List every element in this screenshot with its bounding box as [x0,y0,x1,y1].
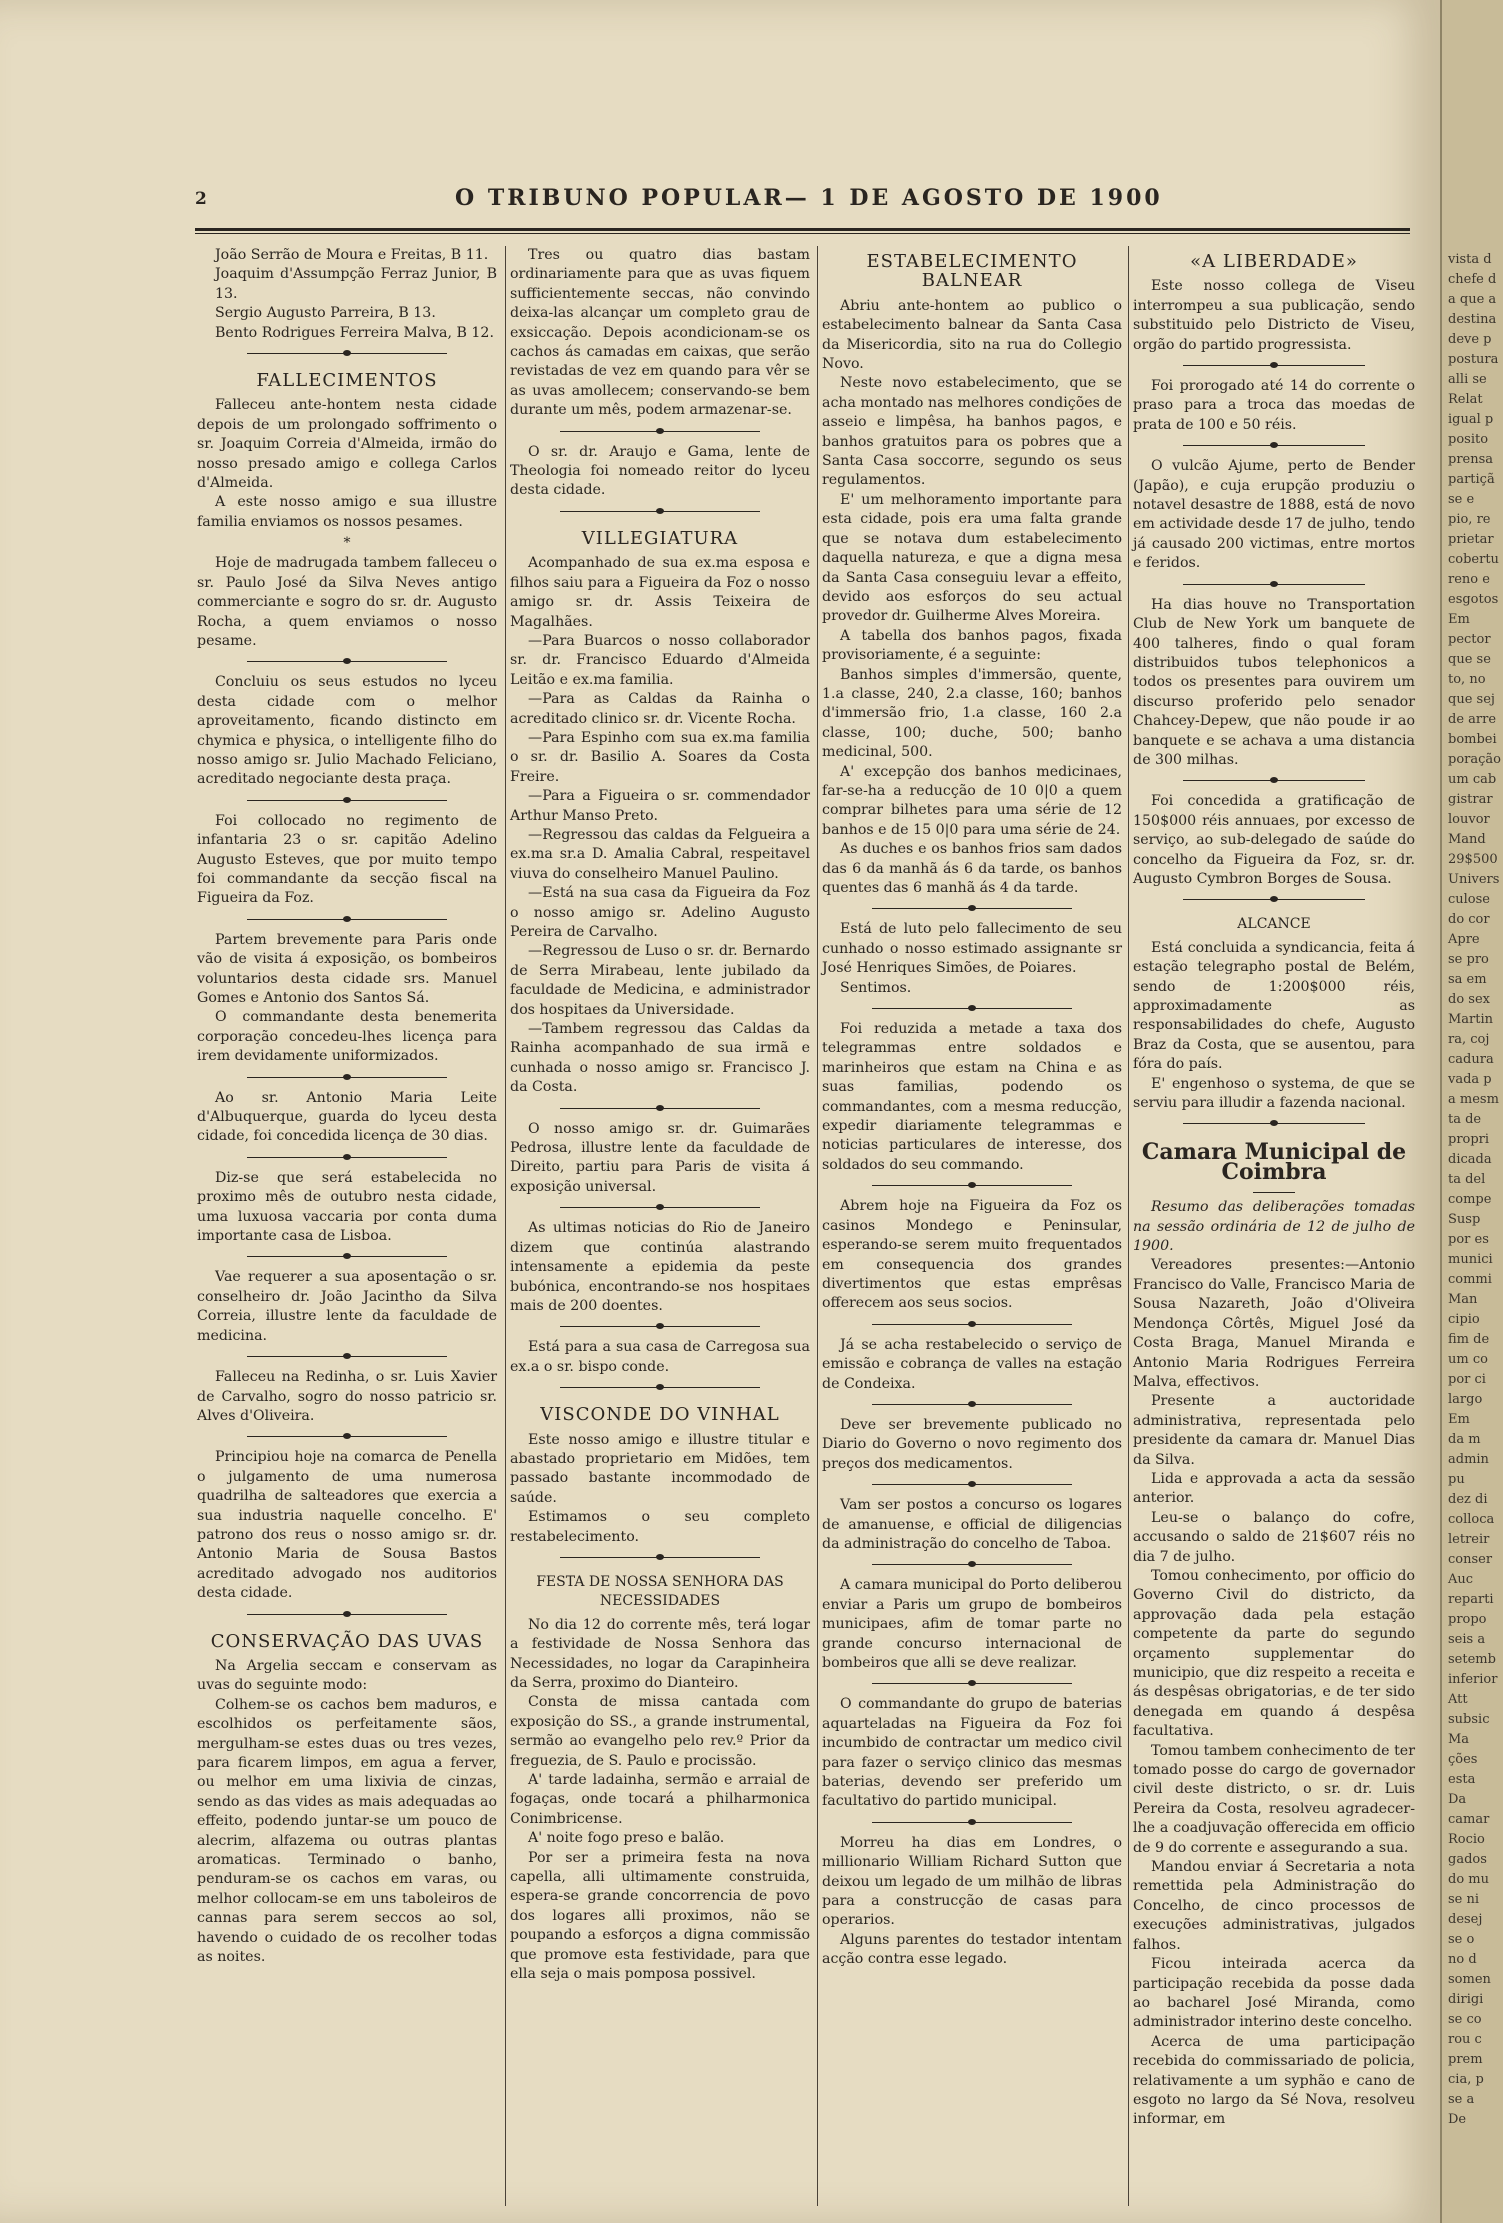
article-paragraph: E' um melhoramento importante para esta cidade, pois era uma falta grande que se notava dum estabelecimento daquella natureza, e que a digna mesa da Santa Casa conseguiu levar a effeito, devido aos esforços do seu actual provedor dr. Guilherme Alves Moreira. [822,491,1122,625]
masthead-rule-thin [195,233,1410,234]
article-paragraph: Concluiu os seus estudos no lyceu desta cidade com o melhor aproveitamento, ficando distincto em chymica e physica, o intelligente filho do nosso amigo sr. Julio Machado Feliciano, acreditado negociante desta praça. [197,674,497,788]
separator [197,790,497,812]
article-paragraph: —Tambem regressou das Caldas da Rainha acompanhado de sua irmã e cunhada o nosso amigo sr. Francisco J. da Costa. [510,1021,810,1096]
separator [510,1316,810,1338]
article-paragraph: Tomou tambem conhecimento de ter tomado posse do cargo de governador civil deste districto, o sr. dr. Luis Pereira da Costa, resolveu agradecer-lhe a coadjuvação offerecida em officio de 9 do corrente e assegurando a sua. [1133,1742,1415,1856]
article-paragraph: Foi prorogado até 14 do corrente o praso para a troca das moedas de prata de 100 e 50 réis. [1133,378,1415,433]
article-paragraph: Vam ser postos a concurso os logares de amanuense, e official de diligencias da administração do concelho de Taboa. [822,1497,1122,1552]
article-paragraph: Partem brevemente para Paris onde vão de visita á exposição, os bombeiros voluntarios desta cidade srs. Manuel Gomes e Antonio dos Santos Sá. [197,931,497,1006]
article-paragraph: Ficou inteirada acerca da participação recebida da posse dada ao bacharel José Miranda, como administrador interino deste concelho. [1133,1956,1415,2031]
article-paragraph: Foi collocado no regimento de infantaria 23 o sr. capitão Adelino Augusto Esteves, que por muito tempo foi commandante da secção fiscal na Figueira da Foz. [197,812,497,907]
separator [510,1547,810,1569]
article-paragraph: —Para Espinho com sua ex.ma familia o sr. dr. Basilio A. Soares da Costa Freire. [510,729,810,785]
section-heading-camara: Camara Municipal de Coimbra [1141,1139,1407,1185]
masthead-rule [195,228,1410,231]
article-paragraph: Este nosso collega de Viseu interrompeu a sua publicação, sendo substituido pelo Districto de Viseu, orgão do partido progressista. [1133,278,1415,353]
article-paragraph: As ultimas noticias do Rio de Janeiro dizem que continúa alastrando intensamente a epidemia da peste bubónica, encontrando-se nos hospitaes mais de 200 doentes. [510,1220,810,1314]
article-paragraph: Estimamos o seu completo restabelecimento. [510,1509,810,1545]
article-paragraph: Está concluida a syndicancia, feita á estação telegrapho postal de Belém, sendo de 1:200$000 réis, approximadamente as responsabilidades do chefe, Augusto Braz da Costa, que se ausentou, para fóra do país. [1133,939,1415,1073]
section-heading-liberdade: «A LIBERDADE» [1190,251,1358,272]
article-paragraph: Já se acha restabelecido o serviço de emissão e cobrança de valles na estação de Condeixa. [822,1336,1122,1392]
separator [197,1067,497,1089]
article-paragraph: Deve ser brevemente publicado no Diario do Governo o novo regimento dos preços dos medicamentos. [822,1416,1122,1472]
article-paragraph: Hoje de madrugada tambem falleceu o sr. Paulo José da Silva Neves antigo commerciante e sogro do sr. dr. Augusto Rocha, a quem enviamos o nosso pesame. [197,555,497,649]
column-4 [1133,246,1415,2130]
article-paragraph: Abrem hoje na Figueira da Foz os casinos Mondego e Peninsular, esperando-se serem muito frequentados em consequencia dos grandes divertimentos que estas emprêsas offerecem aos seus socios. [822,1198,1122,1312]
article-paragraph: Neste novo estabelecimento, que se acha montado nas melhores condições de asseio e limpêsa, ha banhos pagos, e banhos gratuitos para os pobres que a Santa Casa soccorre, segundo os seus regulamentos. [822,375,1122,489]
separator [822,898,1122,920]
article-paragraph: Mandou enviar á Secretaria a nota remettida pela Administração do Concelho, de cinco processos de execuções administrativas, julgados falhos. [1133,1859,1415,1953]
article-paragraph: Vereadores presentes:—Antonio Francisco do Valle, Francisco Maria de Sousa Nazareth, João d'Oliveira Mendonça Côrtês, Miguel José da Costa Braga, Manuel Miranda e Antonio Maria Rodrigues Ferreira Malva, effectivos. [1133,1257,1415,1390]
page-number: 2 [195,189,207,209]
separator [1133,770,1415,792]
article-paragraph: A camara municipal do Porto deliberou enviar a Paris um grupo de bombeiros municipaes, afim de tomar parte no grande concurso internacional de bombeiros que alli se deve realizar. [822,1577,1122,1671]
article-paragraph: Diz-se que será estabelecida no proximo mês de outubro nesta cidade, uma luxuosa vaccaria por conta duma importante casa de Lisboa. [197,1169,497,1245]
article-paragraph: Ha dias houve no Transportation Club de New York um banquete de 400 talheres, findo o qual foram distribuidos tubos telephonicos a todos os presentes para ouvirem um discurso proferido pelo senador Chahcey-Depew, que não poude ir ao banquete e se achava a uma distancia de 300 milhas. [1133,596,1415,768]
article-paragraph: Ao sr. Antonio Maria Leite d'Albuquerque, guarda do lyceu desta cidade, foi concedida licença de 30 dias. [197,1089,497,1145]
article-paragraph: Falleceu na Redinha, o sr. Luis Xavier de Carvalho, sogro do nosso patricio sr. Alves d'Oliveira. [197,1369,497,1424]
separator [822,1812,1122,1834]
separator [510,1377,810,1399]
article-paragraph: —Está na sua casa da Figueira da Foz o nosso amigo sr. Adelino Augusto Pereira de Carvalho. [510,885,810,940]
section-heading-estabelecimento: ESTABELECIMENTO BALNEAR [866,251,1078,292]
column-3 [822,246,1122,1970]
article-paragraph: Presente a auctoridade administrativa, representada pelo presidente da camara dr. Manuel Dias da Silva. [1133,1393,1415,1468]
section-heading-conservacao: CONSERVAÇÃO DAS UVAS [210,1630,484,1652]
separator [197,1147,497,1169]
article-paragraph: —Para a Figueira o sr. commendador Arthur Manso Preto. [510,788,810,824]
article-paragraph: Tomou conhecimento, por officio do Governo Civil do districto, da approvação dada pela estação competente da parte do segundo orçamento supplementar do municipio, que diz respeito a receita e ás despêsas obrigatorias, e de ter sido denegada em quando á despêsa facultativa. [1133,1567,1415,1740]
article-paragraph: As duches e os banhos frios sam dados das 6 da manhã ás 6 da tarde, os banhos quentes das 6 manhã ás 4 da tarde. [822,841,1122,896]
article-paragraph: Colhem-se os cachos bem maduros, e escolhidos os perfeitamente sãos, mergulham-se estes duas ou tres vezes, para ficarem limpos, em agua a ferver, ou melhor em uma lixivia de cinzas, sendo as das vides as mais adequadas ao effeito, podendo juntar-se um pouco de alecrim, alfazema ou outras plantas aromaticas. Terminado o banho, penduram-se os cachos em varas, ou melhor collocam-se em uns taboleiros de cannas para serem seccos ao sol, havendo o cuidado de os recolher todas as noites. [197,1696,497,1966]
article-paragraph: O commandante desta benemerita corporação concedeu-lhes licença para irem devidamente uniformizados. [197,1009,497,1065]
article-paragraph: Sentimos. [840,979,912,996]
article-paragraph: Consta de missa cantada com exposição do SS., a grande instrumental, sermão ao evangelho pelo rev.º Prior da freguezia, de S. Paulo e procissão. [510,1694,810,1769]
separator [197,1246,497,1268]
section-heading-visconde: VISCONDE DO VINHAL [540,1404,780,1426]
article-paragraph: —Regressou das caldas da Felgueira a ex.ma sr.a D. Amalia Cabral, respeitavel viuva do conselheiro Manuel Paulino. [510,826,810,882]
separator [822,1314,1122,1336]
article-paragraph: Acerca de uma participação recebida do commissariado de policia, relativamente a um syphão e cano de esgoto no largo da Sé Nova, resolveu informar, em [1133,2033,1415,2128]
article-paragraph: O vulcão Ajume, perto de Bender (Japão), e cuja erupção produziu o notavel desastre de 1888, está de novo em actividade desde 17 de julho, tendo já causado 200 victimas, entre mortos e feridos. [1133,458,1416,572]
article-paragraph: Alguns parentes do testador intentam acção contra esse legado. [822,1931,1122,1968]
article-paragraph: Banhos simples d'immersão, quente, 1.a classe, 240, 2.a classe, 160; banhos d'immersão frio, 1.a classe, 160 2.a classe, 100; duche, 500; banho medicinal, 500. [822,666,1122,761]
article-paragraph: A' excepção dos banhos medicinaes, far-se-ha a reducção de 10 0|0 a quem comprar bilhetes para uma série de 12 banhos e de 15 0|0 para uma série de 24. [822,763,1122,838]
section-heading-fallecimentos: FALLECIMENTOS [256,370,438,392]
article-paragraph: Acompanhado de sua ex.ma esposa e filhos saiu para a Figueira da Foz o nosso amigo sr. dr. Assis Teixeira de Magalhães. [510,555,810,630]
article-paragraph: Tres ou quatro dias bastam ordinariamente para que as uvas fiquem sufficientemente seccas, não convindo deixa-las alcançar um completo grau de exsiccação. Depois acondicionam-se os cachos ás camadas em caixas, que serão revistadas de vez em quando para vêr se as uvas amollecem; conservando-se bem durante um mês, podem armazenar-se. [510,247,810,419]
masthead [195,185,1410,215]
article-paragraph: A tabella dos banhos pagos, fixada provisoriamente, é a seguinte: [822,627,1122,664]
separator [197,651,497,673]
separator [822,1673,1122,1695]
separator [197,909,497,931]
article-paragraph: O sr. dr. Araujo e Gama, lente de Theologia foi nomeado reitor do lyceu desta cidade. [510,443,810,499]
separator [510,501,810,523]
separator [1133,1113,1415,1135]
article-paragraph: Abriu ante-hontem ao publico o estabelecimento balnear da Santa Casa da Misericordia, sito na rua do Collegio Novo. [822,297,1122,373]
article-paragraph: —Regressou de Luso o sr. dr. Bernardo de Serra Mirabeau, lente jubilado da faculdade de Medicina, e administrador dos hospitaes da Universidade. [510,943,810,1018]
article-paragraph: Falleceu ante-hontem nesta cidade depois de um prolongado soffrimento o sr. Joaquim Correia d'Almeida, irmão do nosso presado amigo e collega Carlos d'Almeida. [197,397,497,492]
article-paragraph: A' tarde ladainha, sermão e arraial de fogaças, onde tocará a philharmonica Conimbricense. [510,1772,810,1827]
section-heading-festa: FESTA DE NOSSA SENHORA DAS NECESSIDADES [536,1573,784,1610]
article-paragraph: E' engenhoso o systema, de que se serviu para illudir a fazenda nacional. [1133,1075,1415,1112]
article-subtitle: Resumo das deliberações tomadas na sessão ordinária de 12 de julho de 1900. [1133,1199,1415,1255]
separator [1133,355,1415,377]
article-paragraph: Este nosso amigo e illustre titular e abastado proprietario em Midões, tem passado bastante incommodado de saúde. [510,1431,810,1506]
separator [1133,889,1415,911]
article-paragraph: Leu-se o balanço do cofre, accusando o saldo de 21$607 réis no dia 7 de julho. [1133,1509,1415,1565]
separator [197,1346,497,1368]
article-paragraph: Lida e approvada a acta da sessão anterior. [1133,1470,1415,1507]
article-paragraph: Na Argelia seccam e conservam as uvas do seguinte modo: [197,1657,497,1694]
article-paragraph: No dia 12 do corrente mês, terá logar a festividade de Nossa Senhora das Necessidades, no logar da Carapinheira da Serra, proximo do Dianteiro. [510,1616,810,1691]
separator [197,343,497,365]
column-rule [817,246,818,2206]
article-paragraph: —Para Buarcos o nosso collaborador sr. dr. Francisco Eduardo d'Almeida Leitão e ex.ma familia. [510,632,810,688]
bull-list-item: Bento Rodrigues Ferreira Malva, B 12. [215,324,494,341]
separator [822,1394,1122,1416]
separator [510,1098,810,1120]
separator [822,1175,1122,1197]
separator [510,421,810,443]
separator [1133,435,1415,457]
separator [822,1554,1122,1576]
short-rule [1133,1186,1415,1198]
separator [822,998,1122,1020]
separator [510,1197,810,1219]
article-paragraph: Foi concedida a gratificação de 150$000 réis annuaes, por excesso de serviço, ao sub-delegado de saúde do concelho da Figueira da Foz, sr. dr. Augusto Cymbron Borges de Sousa. [1133,793,1415,887]
article-paragraph: O nosso amigo sr. dr. Guimarães Pedrosa, illustre lente da faculdade de Direito, partiu para Paris de visita á exposição universal. [510,1120,810,1195]
article-paragraph: Principiou hoje na comarca de Penella o julgamento de uma numerosa quadrilha de salteadores que exercia a sua industria naquelle concelho. E' patrono dos reus o nosso amigo sr. dr. Antonio Maria de Sousa Bastos acreditado advogado nos auditorios desta cidade. [197,1449,497,1602]
article-paragraph: A este nosso amigo e sua illustre familia enviamos os nossos pesames. [197,494,497,530]
bull-list-item: João Serrão de Moura e Freitas, B 11. [215,247,489,263]
section-heading-alcance: ALCANCE [1237,916,1311,933]
article-paragraph: Está para a sua casa de Carregosa sua ex.a o sr. bispo conde. [510,1339,810,1375]
next-page-edge [1440,0,1503,2223]
separator [197,1604,497,1626]
article-paragraph: Vae requerer a sua aposentação o sr. conselheiro dr. João Jacintho da Silva Correia, illustre lente da faculdade de medicina. [197,1269,497,1344]
article-paragraph: Foi reduzida a metade a taxa dos telegrammas entre soldados e marinheiros que estam na China e as suas familias, podendo os commandantes, com a mesma reducção, expedir diariamente telegrammas e noticias particulares de interesse, dos soldados do seu commando. [822,1021,1122,1173]
article-paragraph: A' noite fogo preso e balão. [528,1830,725,1847]
article-paragraph: Morreu ha dias em Londres, o millionario William Richard Sutton que deixou um legado de um milhão de libras para a construcção de casas para operarios. [822,1834,1122,1929]
article-paragraph: Está de luto pelo fallecimento de seu cunhado o nosso estimado assignante sr José Henriques Simões, de Poiares. [822,921,1122,977]
separator [1133,574,1415,596]
column-rule [1128,246,1129,2206]
article-paragraph: O commandante do grupo de baterias aquarteladas na Figueira da Foz foi incumbido de contractar um medico civil para fazer o serviço clinico das mesmas baterias, devendo ser preferido um facultativo do partido municipal. [822,1696,1122,1810]
separator [822,1474,1122,1496]
article-paragraph: Por ser a primeira festa na nova capella, alli ultimamente construida, espera-se grande concorrencia de povo dos logares alli proximos, não se poupando a esforços a digna commissão que promove esta festividade, para que ella seja o mais pomposa possivel. [510,1849,810,1983]
asterisk-separator: * [343,535,351,552]
section-heading-villegiatura: VILLEGIATURA [581,527,739,549]
newspaper-title: O TRIBUNO POPULAR— 1 DE AGOSTO DE 1900 [455,185,1163,211]
edge-text: vista d chefe d a que a destina deve p postura alli se Relat igual p posito prensa partiçã se e pio, re prietar cobertu reno e esgotos Em pector que se to, no que sej de arre bombei poração um cab gistrar louvor Mand 29$500 Univers culose do cor Apre se pro sa em do sex Martin ra, coj cadura vada p a mesm ta de propri dicada ta del compe Susp por es munici commi Man cipio fim de um co por ci largo Em da m admin pu dez di colloca letreir conser Auc reparti propo seis a setemb inferior Att subsic Ma ções esta Da camar Rocio gados do mu se ni desej se o no d somen dirigi se co rou c prem cia, p se a De [1448,252,1501,2127]
article-paragraph: —Para as Caldas da Rainha o acreditado clinico sr. dr. Vicente Rocha. [510,691,810,727]
column-rule [505,246,506,2206]
separator [197,1426,497,1448]
bull-list-item: Joaquim d'Assumpção Ferraz Junior, B 13. [215,266,497,302]
column-1 [197,246,497,1967]
bull-list-item: Sergio Augusto Parreira, B 13. [215,305,436,322]
column-2 [510,246,810,1985]
